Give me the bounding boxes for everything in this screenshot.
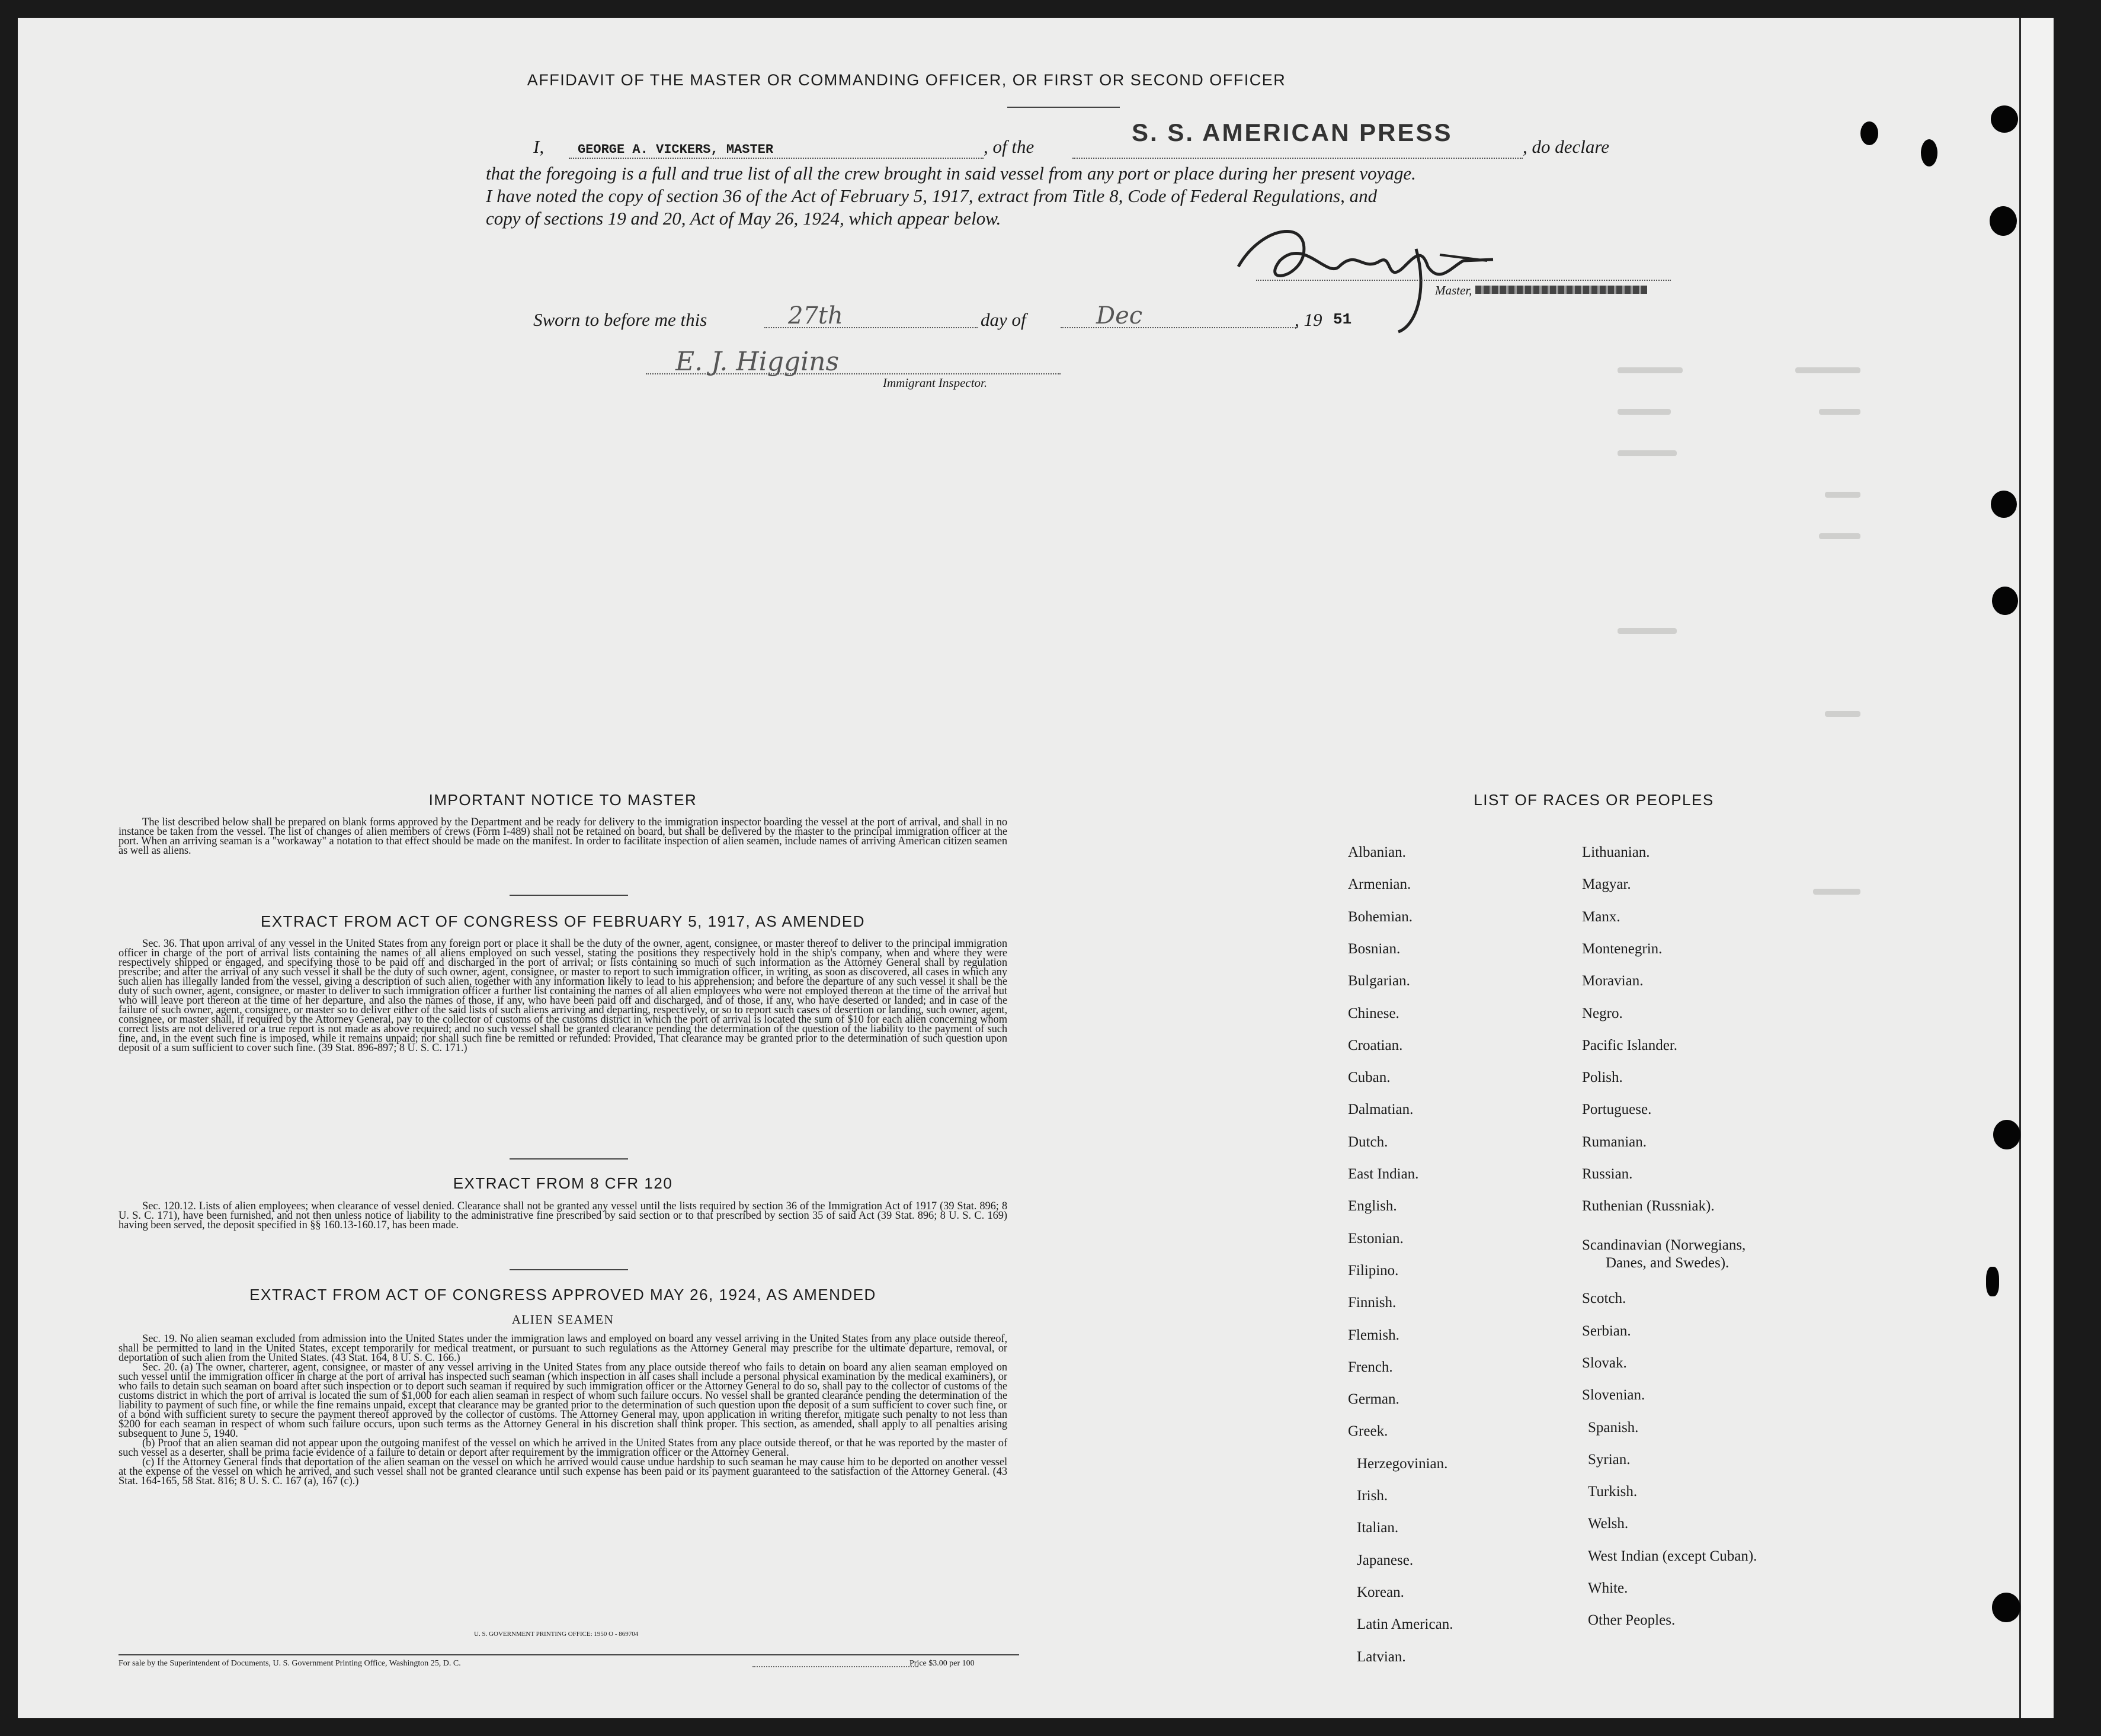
extract-1917-paragraph: Sec. 36. That upon arrival of any vessel in the United States from any foreign port or place it shall be the duty of the owner, agent, consignee, or master thereof to deliver to the principal immigration officer in charge of the port of arrival lists containing the names of all aliens employed on such vessel, stating the positions they respectively hold in the ship's company, when and where they were respectively shipped or engaged, and specifying those to be paid off and discharged in the port of arrival; or lists containing so much of such information as the Attorney General shall by regulation prescribe; and after the arrival of any such vessel it shall be the duty of such owner, agent, consignee, or master to report to such immigration officer, in writing, as soon as discovered, all cases in which any such alien has illegally landed from the vessel, giving a description of such alien, together with any information likely to lead to his apprehension; and before the departure of any such vessel it shall be the duty of such owner, agent, consignee, or master to deliver to such immigration officer a further list containing the names of all alien employees who were not employed thereon at the time of the arrival but who will leave port thereon at the time of her departure, and also the names of those, if any, who have been paid off and discharged, and of those, if any, who have deserted or landed; and in case of the failure of such owner, agent, consignee, or master so to deliver either of the said lists of such aliens arriving and departing, respectively, or so to report such cases of desertion or landing, such owner, agent, consignee, or master shall, if required by the Attorney General, pay to the collector of customs of the customs district in which the port of arrival is located the sum of $10 for each alien concerning whom correct lists are not delivered or a true report is not made as above required; and no such vessel shall be granted clearance pending the determination of the question of the liability to the payment of such fine, and, in the event such fine is imposed, while it remains unpaid; nor shall such fine be remitted or refunded: Provided, That clearance may be granted prior to the determination of such question upon deposit of a sum sufficient to cover such fine. (39 Stat. 896-897; 8 U. S. C. 171.): [118, 938, 1007, 1054]
race-item: Negro.: [1582, 1005, 1623, 1021]
race-item: Japanese.: [1357, 1552, 1414, 1568]
day-line: [764, 327, 978, 328]
footer-rule: [118, 1654, 1019, 1655]
bleed-through-mark: [1618, 450, 1677, 456]
race-item: Armenian.: [1348, 876, 1411, 893]
declaration-line-4: copy of sections 19 and 20, Act of May 26, 1924, which appear below.: [486, 208, 1001, 229]
race-item: Welsh.: [1588, 1516, 1629, 1532]
punch-hole: [1990, 206, 2017, 236]
notice-heading: IMPORTANT NOTICE TO MASTER: [428, 791, 697, 809]
race-item: Cuban.: [1348, 1069, 1391, 1086]
race-item: Bulgarian.: [1348, 973, 1410, 989]
extract-1924-heading: EXTRACT FROM ACT OF CONGRESS APPROVED MAY 26, 1924, AS AMENDED: [249, 1286, 876, 1303]
section-divider: [510, 895, 628, 896]
cfr-heading: EXTRACT FROM 8 CFR 120: [453, 1174, 673, 1192]
race-item: Herzegovinian.: [1357, 1455, 1448, 1472]
bleed-through-mark: [1618, 628, 1677, 634]
race-item: Estonian.: [1348, 1230, 1404, 1247]
sec-20b-paragraph: (b) Proof that an alien seaman did not appear upon the outgoing manifest of the vessel on which he arrived in the United States from any place outside thereof, or that he was reported by the master of such vessel as a deserter, shall be prima facie evidence of a failure to detain or deport after requirement by the immigration officer or the Attorney General.: [118, 1437, 1007, 1459]
race-item: Rumanian.: [1582, 1133, 1647, 1150]
race-item: Slovak.: [1582, 1354, 1627, 1371]
affidavit-title: AFFIDAVIT OF THE MASTER OR COMMANDING OFFICER, OR FIRST OR SECOND OFFICER: [527, 71, 1286, 89]
race-item: Portuguese.: [1582, 1101, 1652, 1118]
race-item: Magyar.: [1582, 876, 1631, 893]
master-signature-scrawl: [1215, 213, 1582, 338]
race-item: Filipino.: [1348, 1262, 1399, 1279]
race-item: Latin American.: [1357, 1616, 1453, 1633]
race-item: Bosnian.: [1348, 940, 1401, 957]
punch-hole: [1991, 491, 2017, 518]
race-item: Flemish.: [1348, 1327, 1399, 1343]
race-item: Scandinavian (Norwegians,: [1582, 1237, 1746, 1254]
bleed-through-mark: [1825, 492, 1860, 498]
punch-hole: [1992, 587, 2018, 615]
struck-title: [1475, 286, 1647, 294]
race-item: Bohemian.: [1348, 908, 1413, 925]
gpo-line: U. S. GOVERNMENT PRINTING OFFICE: 1950 O - 869704: [474, 1631, 639, 1638]
section-divider: [510, 1269, 628, 1270]
race-item: Pacific Islander.: [1582, 1037, 1678, 1053]
punch-hole: [1921, 139, 1937, 166]
races-heading: LIST OF RACES OR PEOPLES: [1474, 791, 1714, 809]
race-item: English.: [1348, 1198, 1397, 1215]
alien-seamen-subheading: ALIEN SEAMEN: [511, 1312, 614, 1327]
race-item: Italian.: [1357, 1520, 1399, 1536]
race-item: Manx.: [1582, 908, 1620, 925]
race-item: Dalmatian.: [1348, 1101, 1414, 1118]
month-line: [1061, 327, 1298, 328]
master-label: Master,: [1435, 283, 1472, 297]
vessel-line: [1072, 158, 1523, 159]
footer-right: Price $3.00 per 100: [909, 1659, 975, 1668]
race-item: French.: [1348, 1359, 1393, 1375]
do-declare-label: , do declare: [1523, 136, 1610, 157]
race-item: Other Peoples.: [1588, 1612, 1676, 1629]
race-item: Montenegrin.: [1582, 940, 1663, 957]
bleed-through-mark: [1819, 409, 1860, 415]
race-item: Slovenian.: [1582, 1387, 1645, 1404]
year-prefix: , 19: [1295, 309, 1322, 330]
race-item: East Indian.: [1348, 1166, 1419, 1182]
race-item: Moravian.: [1582, 973, 1644, 989]
footer-left: For sale by the Superintendent of Documents, U. S. Government Printing Office, Washington 25, D. C.: [118, 1659, 461, 1668]
race-item: Danes, and Swedes).: [1606, 1255, 1730, 1271]
title-divider: [1007, 107, 1120, 108]
declaration-line-2: that the foregoing is a full and true list of all the crew brought in said vessel from any port or place during her present voyage.: [486, 163, 1416, 184]
race-item: Russian.: [1582, 1166, 1633, 1182]
sworn-label: Sworn to before me this: [533, 309, 707, 330]
race-item: Polish.: [1582, 1069, 1623, 1086]
bleed-through-mark: [1813, 889, 1860, 895]
notice-text: [118, 818, 1007, 856]
bleed-through-mark: [1618, 409, 1671, 415]
race-item: Spanish.: [1588, 1419, 1639, 1436]
race-item: Dutch.: [1348, 1133, 1388, 1150]
race-item: Scotch.: [1582, 1290, 1626, 1307]
inspector-signature: E. J. Higgins: [675, 347, 840, 377]
sec-19-paragraph: Sec. 19. No alien seaman excluded from admission into the United States under the immigration laws and employed on board any vessel arriving in the United States from any place outside thereof, shall be permitted to land in the United States, except temporarily for medical treatment, or pursuant to such regulations as the Attorney General may prescribe for the ultimate departure, removal, or deportation of such alien from the United States. (43 Stat. 164, 8 U. S. C. 166.): [118, 1333, 1007, 1364]
day-value: 27th: [788, 302, 843, 329]
inspector-line: [646, 373, 1061, 374]
race-item: German.: [1348, 1391, 1399, 1408]
signature-line: [1256, 280, 1671, 281]
bleed-through-mark: [1819, 533, 1860, 539]
cfr-text: [118, 1202, 1007, 1230]
month-value: Dec: [1096, 302, 1143, 329]
cfr-paragraph: Sec. 120.12. Lists of alien employees; when clearance of vessel denied. Clearance shall not be granted any vessel until the lists required by section 36 of the Immigration Act of 1917 (39 Stat. 896; 8 U. S. C. 171), have been furnished, and not then unless notice of liability to the administrative fine prescribed by said section or to that prescribed by section 35 of said Act (39 Stat. 896; 8 U. S. C. 169) having been served, the deposit specified in §§ 160.13-160.17, has been made.: [118, 1200, 1007, 1231]
race-item: Irish.: [1357, 1488, 1388, 1504]
bleed-through-mark: [1825, 711, 1860, 717]
extract-1924-text: [118, 1334, 1007, 1486]
race-item: Croatian.: [1348, 1037, 1403, 1053]
of-the-label: , of the: [984, 136, 1035, 157]
race-item: Syrian.: [1588, 1451, 1631, 1468]
declaration-line-3: I have noted the copy of section 36 of the Act of February 5, 1917, extract from Title 8, Code of Federal Regulations, and: [486, 185, 1378, 206]
footer-leader-dots: [752, 1666, 918, 1667]
race-item: Lithuanian.: [1582, 844, 1650, 860]
race-item: Korean.: [1357, 1584, 1404, 1600]
inspector-label: Immigrant Inspector.: [883, 376, 988, 390]
extract-1917-heading: EXTRACT FROM ACT OF CONGRESS OF FEBRUARY 5, 1917, AS AMENDED: [261, 912, 865, 930]
punch-hole: [1992, 1593, 2020, 1622]
master-name: GEORGE A. VICKERS, MASTER: [578, 142, 774, 157]
section-divider: [510, 1158, 628, 1160]
document-page: [18, 18, 2054, 1718]
punch-hole: [1860, 121, 1878, 145]
day-of-label: day of: [981, 309, 1026, 330]
extract-1917-text: [118, 939, 1007, 1053]
bleed-through-mark: [1795, 367, 1860, 373]
notice-paragraph: The list described below shall be prepared on blank forms approved by the Department and be ready for delivery to the immigration inspector boarding the vessel at the port of arrival, and shall in no instance be taken from the vessel. The list of changes of alien members of crews (Form I-489) shall not be retained on board, but shall be delivered by the master to the principal immigration officer at the port. When an arriving seaman is a "workaway" a notation to that effect should be made on the manifest. In order to facilitate inspection of alien seamen, include names of arriving American citizen seamen as well as aliens.: [118, 816, 1007, 857]
year-value: 51: [1333, 310, 1352, 328]
race-item: Ruthenian (Russniak).: [1582, 1198, 1715, 1215]
race-item: Turkish.: [1588, 1484, 1638, 1500]
race-item: White.: [1588, 1580, 1628, 1596]
master-name-line: [569, 158, 984, 159]
punch-hole: [1993, 1120, 2020, 1149]
punch-hole: [1991, 105, 2018, 133]
declaration-i: I,: [533, 136, 545, 157]
race-item: Latvian.: [1357, 1648, 1406, 1665]
sec-20a-paragraph: Sec. 20. (a) The owner, charterer, agent, consignee, or master of any vessel arriving in the United States from any place outside thereof who fails to detain on board any alien seaman employed on such vessel until the immigration officer in charge at the port of arrival has inspected such seaman (which inspection in all cases shall include a personal physical examination by the medical examiners), or who fails to detain such seaman on board after such inspection or to deport such seaman if required by such immigration officer or the Attorney General to do so, shall pay to the collector of customs of the customs district in which the port of arrival is located the sum of $1,000 for each alien seaman in respect of whom such failure occurs. No vessel shall be granted clearance pending the determination of the liability to payment of such fine, or while the fine remains unpaid, except that clearance may be granted prior to the determination of such question upon the deposit of a sum sufficient to cover such fine, or of a bond with sufficient surety to secure the payment thereof approved by the collector of customs. The Attorney General may, upon application in writing therefor, mitigate such penalty to not less than $200 for each seaman in respect of whom such failure occurs, upon such terms as the Attorney General in his discretion shall think proper. This section, as amended, shall apply to all penalties arising subsequent to June 5, 1940.: [118, 1362, 1007, 1440]
race-item: Greek.: [1348, 1423, 1388, 1440]
race-item: Finnish.: [1348, 1295, 1397, 1311]
race-item: Albanian.: [1348, 844, 1406, 860]
page-edge: [2019, 18, 2054, 1718]
sec-20c-paragraph: (c) If the Attorney General finds that deportation of the alien seaman on the vessel on which he arrived would cause undue hardship to such seaman he may cause him to be deported on another vessel at the expense of the vessel on which he arrived, and such vessel shall not be granted clearance until such expense has been paid or its payment guaranteed to the satisfaction of the Attorney General. (43 Stat. 164-165, 58 Stat. 816; 8 U. S. C. 167 (a), 167 (c).): [118, 1456, 1007, 1487]
race-item: Chinese.: [1348, 1005, 1399, 1021]
vessel-name: S. S. AMERICAN PRESS: [1132, 118, 1453, 146]
race-item: Serbian.: [1582, 1322, 1631, 1339]
punch-hole: [1986, 1267, 1999, 1296]
race-item: West Indian (except Cuban).: [1588, 1548, 1757, 1564]
bleed-through-mark: [1618, 367, 1683, 373]
